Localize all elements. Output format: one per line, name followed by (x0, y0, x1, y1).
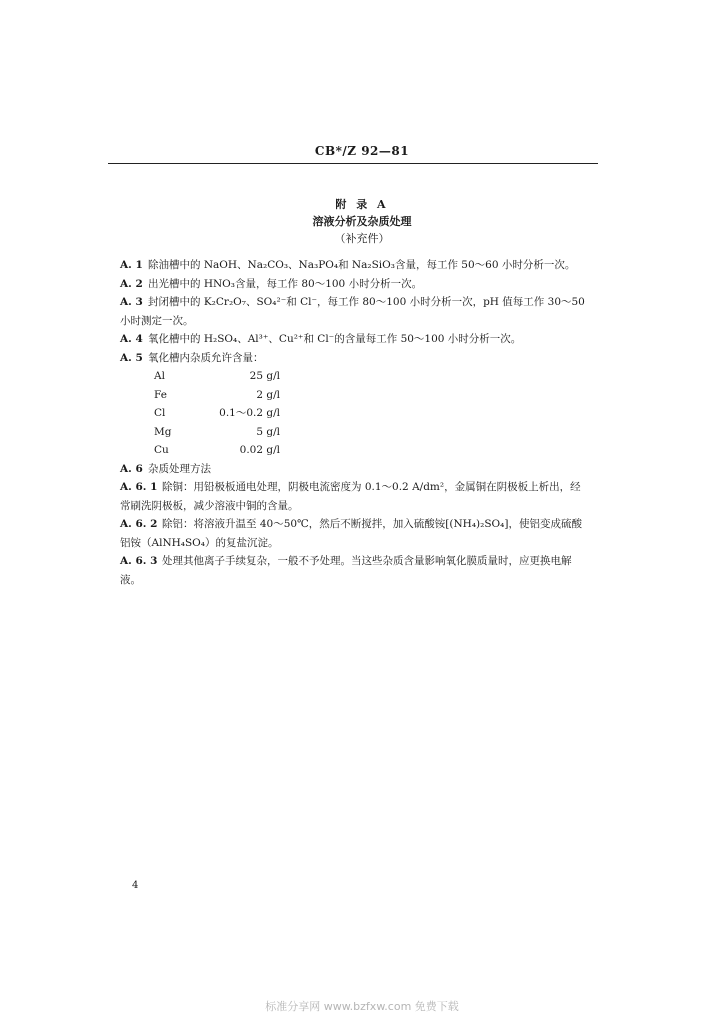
item-number: A. 4 (120, 333, 143, 345)
impurity-value: 2 g/l (256, 388, 280, 401)
item-text: 处理其他离子手续复杂，一般不予处理。当这些杂质含量影响氧化膜质量时，应更换电解液。 (120, 555, 572, 586)
document-code-header: CB*/Z 92—81 (314, 144, 410, 158)
item-a5 (120, 349, 590, 368)
item-text: 氧化槽内杂质允许含量： (148, 351, 264, 364)
impurity-element: Fe (154, 388, 167, 401)
impurity-value: 25 g/l (249, 370, 280, 382)
item-a6-2 (120, 515, 590, 552)
item-text: 出光槽中的 HNO₃含量，每工作 80～100 小时分析一次。 (148, 277, 423, 290)
document-body (120, 256, 590, 589)
page-number: 4 (132, 880, 139, 891)
impurity-value: 0.1～0.2 g/l (219, 407, 280, 419)
item-number: A. 1 (120, 259, 143, 271)
item-number: A. 2 (120, 277, 143, 290)
item-text: 除油槽中的 NaOH、Na₂CO₃、Na₃PO₄和 Na₂SiO₃含量，每工作 50～60 小时分析一次。 (148, 259, 576, 271)
item-number: A. 5 (120, 351, 143, 364)
item-number: A. 3 (120, 296, 143, 308)
item-text: 除铜：用铅极板通电处理，阴极电流密度为 0.1～0.2 A/dm²，金属铜在阴极板上析出，经常刷洗阴极板，减少溶液中铜的含量。 (120, 481, 581, 512)
item-text: 除铝：将溶液升温至 40～50℃，然后不断搅拌，加入硫酸铵[(NH₄)₂SO₄]，使铝变成硫酸铝铵（AlNH₄SO₄）的复盐沉淀。 (120, 518, 582, 549)
impurity-element: Cl (154, 407, 166, 419)
item-a6-1 (120, 478, 590, 515)
item-a4 (120, 330, 590, 349)
watermark-footer: 标准分享网 www.bzfxw.com 免费下载 (265, 1000, 459, 1013)
impurity-row (120, 423, 590, 442)
impurity-value: 5 g/l (256, 425, 280, 438)
item-a2 (120, 275, 590, 294)
impurity-element: Al (154, 370, 165, 382)
appendix-title-block (0, 196, 724, 247)
item-a6 (120, 460, 590, 479)
impurity-table (120, 367, 590, 460)
item-number: A. 6 (120, 462, 143, 475)
impurity-row (120, 386, 590, 405)
impurity-row (120, 441, 590, 460)
item-a1 (120, 256, 590, 275)
impurity-row (120, 367, 590, 386)
appendix-subtitle: （补充件） (334, 232, 390, 245)
impurity-element: Cu (154, 444, 169, 456)
item-text: 氧化槽中的 H₂SO₄、Al³⁺、Cu²⁺和 Cl⁻的含量每工作 50～100 小时分析一次。 (148, 333, 522, 345)
item-number: A. 6. 1 (120, 481, 158, 493)
item-text: 封闭槽中的 K₂Cr₂O₇、SO₄²⁻和 Cl⁻，每工作 80～100 小时分析一次，pH 值每工作 30～50 小时测定一次。 (120, 296, 585, 327)
impurity-row (120, 404, 590, 423)
header-rule (108, 163, 598, 164)
item-a6-3 (120, 552, 590, 589)
item-number: A. 6. 3 (120, 555, 158, 567)
item-a3 (120, 293, 590, 330)
appendix-title: 溶液分析及杂质处理 (312, 215, 412, 228)
item-text: 杂质处理方法 (148, 462, 211, 475)
impurity-element: Mg (154, 425, 172, 438)
appendix-label: 附 录 A (335, 198, 389, 211)
impurity-value: 0.02 g/l (239, 444, 280, 456)
item-number: A. 6. 2 (120, 518, 158, 530)
